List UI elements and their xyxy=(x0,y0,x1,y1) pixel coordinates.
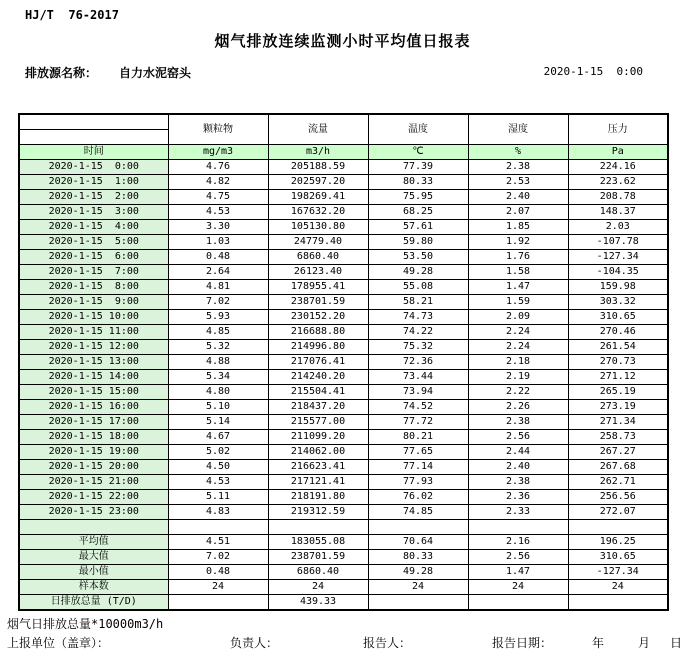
value-cell-1: 216623.41 xyxy=(268,460,368,475)
value-cell-1: 218191.80 xyxy=(268,490,368,505)
summary-row xyxy=(19,535,668,550)
time-cell: 2020-1-15 17:00 xyxy=(19,415,168,430)
table-row xyxy=(19,430,668,445)
table-row xyxy=(19,250,668,265)
header-empty-cell-bottom xyxy=(19,130,168,145)
summary-label-cell: 日排放总量 (T/D) xyxy=(19,595,168,611)
value-cell-2: 74.73 xyxy=(368,310,468,325)
summary-value-cell-3: 2.16 xyxy=(468,535,568,550)
time-cell: 2020-1-15 7:00 xyxy=(19,265,168,280)
value-cell-0: 4.53 xyxy=(168,205,268,220)
summary-value-cell-0: 0.48 xyxy=(168,565,268,580)
value-cell-0: 4.85 xyxy=(168,325,268,340)
value-cell-0: 2.64 xyxy=(168,265,268,280)
table-row xyxy=(19,280,668,295)
reporter-label: 报告人： xyxy=(363,636,412,650)
table-row xyxy=(19,340,668,355)
summary-value-cell-2: 70.64 xyxy=(368,535,468,550)
value-cell-4: 270.73 xyxy=(568,355,668,370)
value-cell-3: 2.33 xyxy=(468,505,568,520)
summary-value-cell-0 xyxy=(168,595,268,611)
value-cell-2: 77.93 xyxy=(368,475,468,490)
header-row-units xyxy=(19,145,668,160)
summary-value-cell-4: -127.34 xyxy=(568,565,668,580)
value-cell-4: 261.54 xyxy=(568,340,668,355)
table-row xyxy=(19,295,668,310)
value-cell-2: 80.21 xyxy=(368,430,468,445)
table-row xyxy=(19,370,668,385)
value-cell-4: 271.12 xyxy=(568,370,668,385)
value-cell-3: 2.40 xyxy=(468,190,568,205)
value-cell-4: 265.19 xyxy=(568,385,668,400)
doc-code: HJ/T 76-2017 xyxy=(25,8,119,22)
value-cell-2: 74.85 xyxy=(368,505,468,520)
value-cell-3: 1.92 xyxy=(468,235,568,250)
table-row xyxy=(19,460,668,475)
value-cell-0: 5.34 xyxy=(168,370,268,385)
value-cell-0: 4.80 xyxy=(168,385,268,400)
summary-value-cell-4: 196.25 xyxy=(568,535,668,550)
value-cell-2: 77.14 xyxy=(368,460,468,475)
column-header-1: 流量 xyxy=(268,114,368,145)
value-cell-4: 273.19 xyxy=(568,400,668,415)
value-cell-4: 270.46 xyxy=(568,325,668,340)
signature-line xyxy=(0,634,685,650)
table-row xyxy=(19,505,668,520)
blank-time-cell xyxy=(19,520,168,535)
report-datetime: 2020-1-15 0:00 xyxy=(543,65,643,78)
value-cell-0: 7.02 xyxy=(168,295,268,310)
time-cell: 2020-1-15 1:00 xyxy=(19,175,168,190)
value-cell-3: 1.59 xyxy=(468,295,568,310)
summary-row xyxy=(19,550,668,565)
value-cell-0: 4.76 xyxy=(168,160,268,175)
time-cell: 2020-1-15 21:00 xyxy=(19,475,168,490)
value-cell-2: 59.80 xyxy=(368,235,468,250)
time-cell: 2020-1-15 3:00 xyxy=(19,205,168,220)
report-date-label: 报告日期： xyxy=(492,636,553,650)
summary-value-cell-3: 2.56 xyxy=(468,550,568,565)
value-cell-1: 215577.00 xyxy=(268,415,368,430)
time-cell: 2020-1-15 14:00 xyxy=(19,370,168,385)
time-cell: 2020-1-15 18:00 xyxy=(19,430,168,445)
value-cell-4: 310.65 xyxy=(568,310,668,325)
time-header-cell: 时间 xyxy=(19,145,168,160)
value-cell-4: -127.34 xyxy=(568,250,668,265)
value-cell-3: 2.07 xyxy=(468,205,568,220)
time-cell: 2020-1-15 13:00 xyxy=(19,355,168,370)
column-header-2: 温度 xyxy=(368,114,468,145)
column-unit-3: % xyxy=(468,145,568,160)
time-cell: 2020-1-15 10:00 xyxy=(19,310,168,325)
value-cell-1: 216688.80 xyxy=(268,325,368,340)
value-cell-4: 159.98 xyxy=(568,280,668,295)
value-cell-3: 2.56 xyxy=(468,430,568,445)
value-cell-0: 4.83 xyxy=(168,505,268,520)
value-cell-3: 2.38 xyxy=(468,415,568,430)
table-row xyxy=(19,490,668,505)
summary-value-cell-2: 24 xyxy=(368,580,468,595)
value-cell-1: 217076.41 xyxy=(268,355,368,370)
summary-value-cell-2: 49.28 xyxy=(368,565,468,580)
value-cell-2: 49.28 xyxy=(368,265,468,280)
value-cell-1: 215504.41 xyxy=(268,385,368,400)
value-cell-4: 267.27 xyxy=(568,445,668,460)
value-cell-1: 238701.59 xyxy=(268,295,368,310)
value-cell-4: 303.32 xyxy=(568,295,668,310)
blank-cell-1 xyxy=(268,520,368,535)
table-row xyxy=(19,475,668,490)
summary-value-cell-1: 183055.08 xyxy=(268,535,368,550)
value-cell-1: 105130.80 xyxy=(268,220,368,235)
time-cell: 2020-1-15 9:00 xyxy=(19,295,168,310)
summary-value-cell-0: 24 xyxy=(168,580,268,595)
value-cell-0: 5.10 xyxy=(168,400,268,415)
value-cell-3: 1.85 xyxy=(468,220,568,235)
value-cell-1: 214996.80 xyxy=(268,340,368,355)
time-cell: 2020-1-15 2:00 xyxy=(19,190,168,205)
value-cell-1: 6860.40 xyxy=(268,250,368,265)
value-cell-0: 4.81 xyxy=(168,280,268,295)
time-cell: 2020-1-15 20:00 xyxy=(19,460,168,475)
value-cell-1: 205188.59 xyxy=(268,160,368,175)
time-cell: 2020-1-15 0:00 xyxy=(19,160,168,175)
value-cell-3: 2.26 xyxy=(468,400,568,415)
value-cell-1: 198269.41 xyxy=(268,190,368,205)
column-header-0: 颗粒物 xyxy=(168,114,268,145)
value-cell-4: 262.71 xyxy=(568,475,668,490)
value-cell-1: 211099.20 xyxy=(268,430,368,445)
value-cell-3: 2.09 xyxy=(468,310,568,325)
source-line xyxy=(25,64,665,80)
time-cell: 2020-1-15 8:00 xyxy=(19,280,168,295)
value-cell-2: 68.25 xyxy=(368,205,468,220)
table-row xyxy=(19,445,668,460)
month-label: 月 xyxy=(638,636,651,650)
column-unit-1: m3/h xyxy=(268,145,368,160)
value-cell-3: 1.47 xyxy=(468,280,568,295)
summary-row xyxy=(19,580,668,595)
summary-value-cell-1: 238701.59 xyxy=(268,550,368,565)
value-cell-2: 57.61 xyxy=(368,220,468,235)
table-row xyxy=(19,235,668,250)
value-cell-4: 271.34 xyxy=(568,415,668,430)
time-cell: 2020-1-15 16:00 xyxy=(19,400,168,415)
blank-cell-2 xyxy=(368,520,468,535)
source-name-value: 自力水泥窑头 xyxy=(119,66,192,80)
value-cell-4: 256.56 xyxy=(568,490,668,505)
value-cell-3: 1.76 xyxy=(468,250,568,265)
value-cell-3: 2.38 xyxy=(468,160,568,175)
table-row xyxy=(19,205,668,220)
value-cell-4: 272.07 xyxy=(568,505,668,520)
blank-cell-4 xyxy=(568,520,668,535)
year-label: 年 xyxy=(592,636,605,650)
value-cell-2: 75.32 xyxy=(368,340,468,355)
value-cell-0: 4.82 xyxy=(168,175,268,190)
day-label: 日 xyxy=(670,636,683,650)
value-cell-2: 76.02 xyxy=(368,490,468,505)
value-cell-1: 219312.59 xyxy=(268,505,368,520)
time-cell: 2020-1-15 5:00 xyxy=(19,235,168,250)
value-cell-0: 4.75 xyxy=(168,190,268,205)
value-cell-0: 5.11 xyxy=(168,490,268,505)
value-cell-2: 72.36 xyxy=(368,355,468,370)
value-cell-1: 214240.20 xyxy=(268,370,368,385)
value-cell-3: 1.58 xyxy=(468,265,568,280)
value-cell-2: 58.21 xyxy=(368,295,468,310)
value-cell-2: 73.44 xyxy=(368,370,468,385)
summary-row xyxy=(19,565,668,580)
value-cell-3: 2.24 xyxy=(468,340,568,355)
summary-value-cell-3 xyxy=(468,595,568,611)
summary-value-cell-4: 310.65 xyxy=(568,550,668,565)
summary-value-cell-0: 7.02 xyxy=(168,550,268,565)
table-row xyxy=(19,415,668,430)
summary-value-cell-3: 24 xyxy=(468,580,568,595)
summary-value-cell-2: 80.33 xyxy=(368,550,468,565)
summary-row xyxy=(19,595,668,611)
column-header-3: 湿度 xyxy=(468,114,568,145)
page-title: 烟气排放连续监测小时平均值日报表 xyxy=(214,33,471,50)
header-empty-cell-top xyxy=(19,114,168,130)
value-cell-2: 55.08 xyxy=(368,280,468,295)
summary-value-cell-1: 6860.40 xyxy=(268,565,368,580)
summary-value-cell-0: 4.51 xyxy=(168,535,268,550)
blank-cell-0 xyxy=(168,520,268,535)
column-unit-0: mg/m3 xyxy=(168,145,268,160)
column-unit-4: Pa xyxy=(568,145,668,160)
value-cell-4: 224.16 xyxy=(568,160,668,175)
value-cell-2: 53.50 xyxy=(368,250,468,265)
value-cell-0: 0.48 xyxy=(168,250,268,265)
header-row-labels xyxy=(19,114,668,130)
value-cell-0: 5.32 xyxy=(168,340,268,355)
value-cell-0: 4.67 xyxy=(168,430,268,445)
time-cell: 2020-1-15 23:00 xyxy=(19,505,168,520)
value-cell-0: 4.50 xyxy=(168,460,268,475)
value-cell-3: 2.22 xyxy=(468,385,568,400)
value-cell-0: 5.02 xyxy=(168,445,268,460)
table-row xyxy=(19,385,668,400)
report-unit-label: 上报单位（盖章）： xyxy=(7,636,110,650)
value-cell-0: 5.14 xyxy=(168,415,268,430)
value-cell-3: 2.24 xyxy=(468,325,568,340)
value-cell-4: 148.37 xyxy=(568,205,668,220)
value-cell-1: 26123.40 xyxy=(268,265,368,280)
value-cell-0: 3.30 xyxy=(168,220,268,235)
table-row xyxy=(19,175,668,190)
value-cell-1: 218437.20 xyxy=(268,400,368,415)
summary-label-cell: 平均值 xyxy=(19,535,168,550)
value-cell-0: 4.88 xyxy=(168,355,268,370)
time-cell: 2020-1-15 15:00 xyxy=(19,385,168,400)
value-cell-2: 73.94 xyxy=(368,385,468,400)
value-cell-3: 2.38 xyxy=(468,475,568,490)
value-cell-4: 208.78 xyxy=(568,190,668,205)
value-cell-2: 74.52 xyxy=(368,400,468,415)
value-cell-4: 258.73 xyxy=(568,430,668,445)
value-cell-2: 77.39 xyxy=(368,160,468,175)
value-cell-1: 24779.40 xyxy=(268,235,368,250)
value-cell-3: 2.18 xyxy=(468,355,568,370)
column-header-4: 压力 xyxy=(568,114,668,145)
value-cell-2: 77.65 xyxy=(368,445,468,460)
table-row xyxy=(19,265,668,280)
table-row xyxy=(19,355,668,370)
time-cell: 2020-1-15 12:00 xyxy=(19,340,168,355)
time-cell: 2020-1-15 6:00 xyxy=(19,250,168,265)
value-cell-3: 2.19 xyxy=(468,370,568,385)
time-cell: 2020-1-15 19:00 xyxy=(19,445,168,460)
table-row xyxy=(19,220,668,235)
value-cell-3: 2.44 xyxy=(468,445,568,460)
summary-label-cell: 最小值 xyxy=(19,565,168,580)
summary-label-cell: 样本数 xyxy=(19,580,168,595)
value-cell-3: 2.36 xyxy=(468,490,568,505)
summary-value-cell-1: 24 xyxy=(268,580,368,595)
value-cell-1: 217121.41 xyxy=(268,475,368,490)
value-cell-0: 1.03 xyxy=(168,235,268,250)
value-cell-4: 223.62 xyxy=(568,175,668,190)
value-cell-4: -107.78 xyxy=(568,235,668,250)
value-cell-1: 214062.00 xyxy=(268,445,368,460)
summary-value-cell-1: 439.33 xyxy=(268,595,368,611)
value-cell-2: 77.72 xyxy=(368,415,468,430)
value-cell-2: 80.33 xyxy=(368,175,468,190)
blank-cell-3 xyxy=(468,520,568,535)
value-cell-3: 2.53 xyxy=(468,175,568,190)
table-row xyxy=(19,310,668,325)
table-row xyxy=(19,160,668,175)
summary-value-cell-3: 1.47 xyxy=(468,565,568,580)
value-cell-2: 74.22 xyxy=(368,325,468,340)
value-cell-1: 167632.20 xyxy=(268,205,368,220)
value-cell-1: 178955.41 xyxy=(268,280,368,295)
summary-value-cell-4: 24 xyxy=(568,580,668,595)
report-table xyxy=(18,113,669,611)
table-row xyxy=(19,190,668,205)
value-cell-0: 4.53 xyxy=(168,475,268,490)
summary-value-cell-4 xyxy=(568,595,668,611)
value-cell-3: 2.40 xyxy=(468,460,568,475)
summary-value-cell-2 xyxy=(368,595,468,611)
value-cell-0: 5.93 xyxy=(168,310,268,325)
table-row xyxy=(19,325,668,340)
time-cell: 2020-1-15 11:00 xyxy=(19,325,168,340)
value-cell-1: 202597.20 xyxy=(268,175,368,190)
time-cell: 2020-1-15 4:00 xyxy=(19,220,168,235)
table-row xyxy=(19,400,668,415)
summary-label-cell: 最大值 xyxy=(19,550,168,565)
value-cell-4: -104.35 xyxy=(568,265,668,280)
source-name-label: 排放源名称： xyxy=(25,66,98,80)
value-cell-4: 2.03 xyxy=(568,220,668,235)
blank-row xyxy=(19,520,668,535)
emission-total-note: 烟气日排放总量*10000m3/h xyxy=(7,617,164,631)
column-unit-2: ℃ xyxy=(368,145,468,160)
time-cell: 2020-1-15 22:00 xyxy=(19,490,168,505)
value-cell-4: 267.68 xyxy=(568,460,668,475)
responsible-label: 负责人： xyxy=(230,636,279,650)
value-cell-2: 75.95 xyxy=(368,190,468,205)
value-cell-1: 230152.20 xyxy=(268,310,368,325)
